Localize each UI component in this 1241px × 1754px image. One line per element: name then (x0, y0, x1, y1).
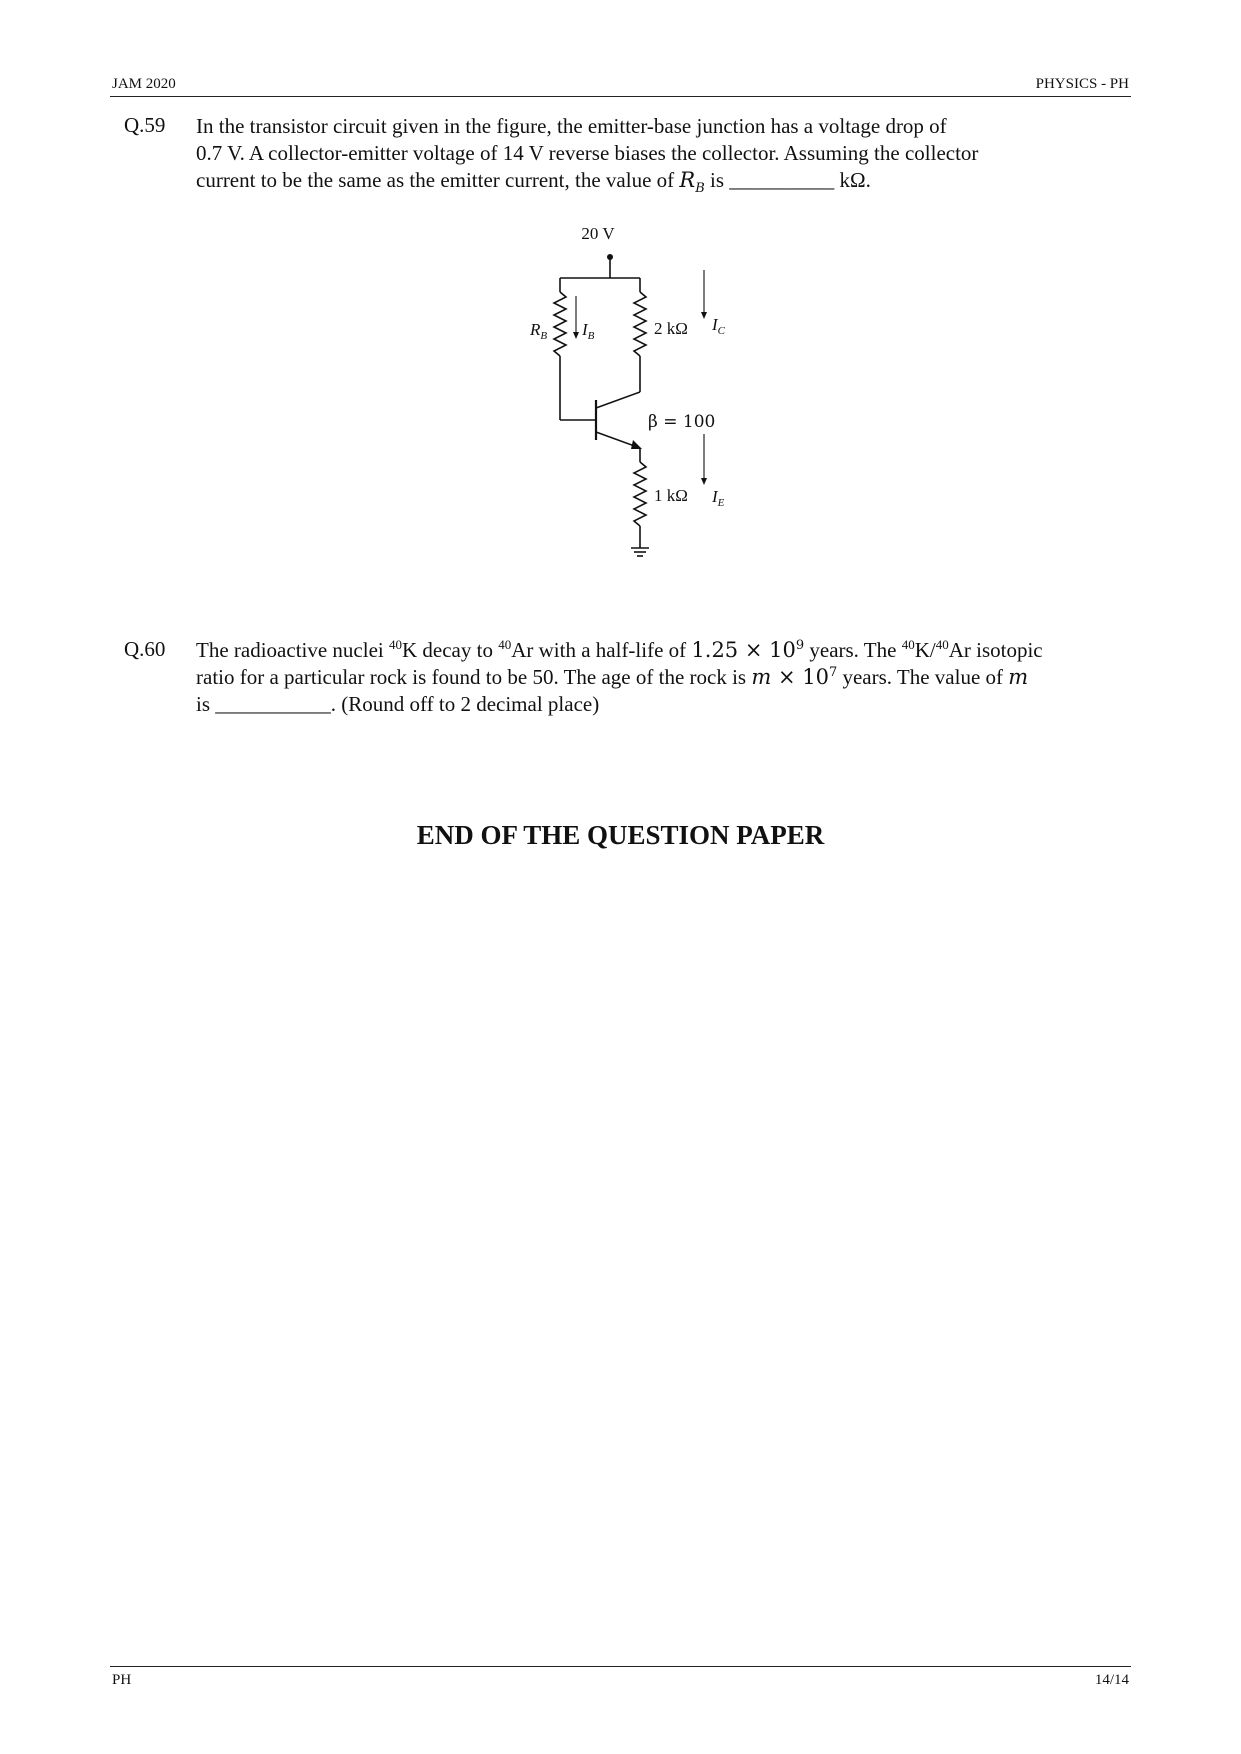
ie-arrowhead (701, 478, 707, 485)
re-label: 1 kΩ (654, 486, 688, 505)
header-exam-name: JAM 2020 (112, 76, 176, 92)
question-line: The radioactive nuclei $^{40}$K decay to $^{40}$Ar with a half-life of $1.25 \times 10^9$ years. The $^{40}$K/$^{40}$Ar isotopic (196, 637, 1043, 662)
footer-rule (110, 1666, 1131, 1667)
header-paper-code: PHYSICS - PH (1035, 76, 1129, 92)
question-line: 0.7 V. A collector-emitter voltage of 14 V reverse biases the collector. Assuming the collector (196, 141, 979, 165)
math-expression: $1.25 \times 10^9$ (691, 638, 805, 662)
rc-resistor (634, 292, 646, 356)
question-line: is ___________. (Round off to 2 decimal place) (196, 692, 600, 716)
ic-label: $I_C$ (712, 315, 726, 337)
header-rule (110, 96, 1131, 97)
math-variable: $R_B$ (679, 168, 705, 197)
question-text (196, 113, 1136, 197)
supply-terminal-dot (607, 254, 613, 260)
transistor-collector-lead (596, 392, 640, 408)
rc-label: 2 kΩ (654, 319, 688, 338)
math-variable: m (1008, 665, 1029, 689)
text-fragment: is __________ kΩ. (704, 168, 871, 192)
question-number: Q.60 (124, 637, 166, 661)
ic-arrowhead (701, 312, 707, 319)
ib-label: $I_B$ (582, 320, 595, 342)
math-expression: × $10^7$ (771, 665, 838, 689)
footer-paper-code: PH (112, 1672, 132, 1688)
question-text (196, 637, 1136, 718)
beta-label: β = 100 (648, 412, 716, 432)
page-number: 14/14 (1094, 1672, 1129, 1688)
ie-label: $I_E$ (712, 487, 725, 509)
question-line (196, 167, 1136, 197)
rb-resistor (554, 292, 566, 356)
question-number: Q.59 (124, 113, 166, 137)
question-line: ratio for a particular rock is found to be 50. The age of the rock is $m \times 10^7$ years. The value of m (196, 665, 1029, 689)
transistor-circuit-diagram (500, 222, 760, 582)
math-variable: m (751, 665, 772, 689)
question-line: In the transistor circuit given in the figure, the emitter-base junction has a voltage drop of (196, 114, 947, 138)
emitter-arrowhead (631, 440, 642, 449)
text-fragment: current to be the same as the emitter current, the value of (196, 168, 680, 192)
re-resistor (634, 462, 646, 526)
end-of-paper-title: END OF THE QUESTION PAPER (416, 820, 825, 850)
ib-arrowhead (573, 332, 579, 339)
rb-label: $R_B$ (530, 320, 548, 342)
supply-label: 20 V (581, 224, 615, 243)
